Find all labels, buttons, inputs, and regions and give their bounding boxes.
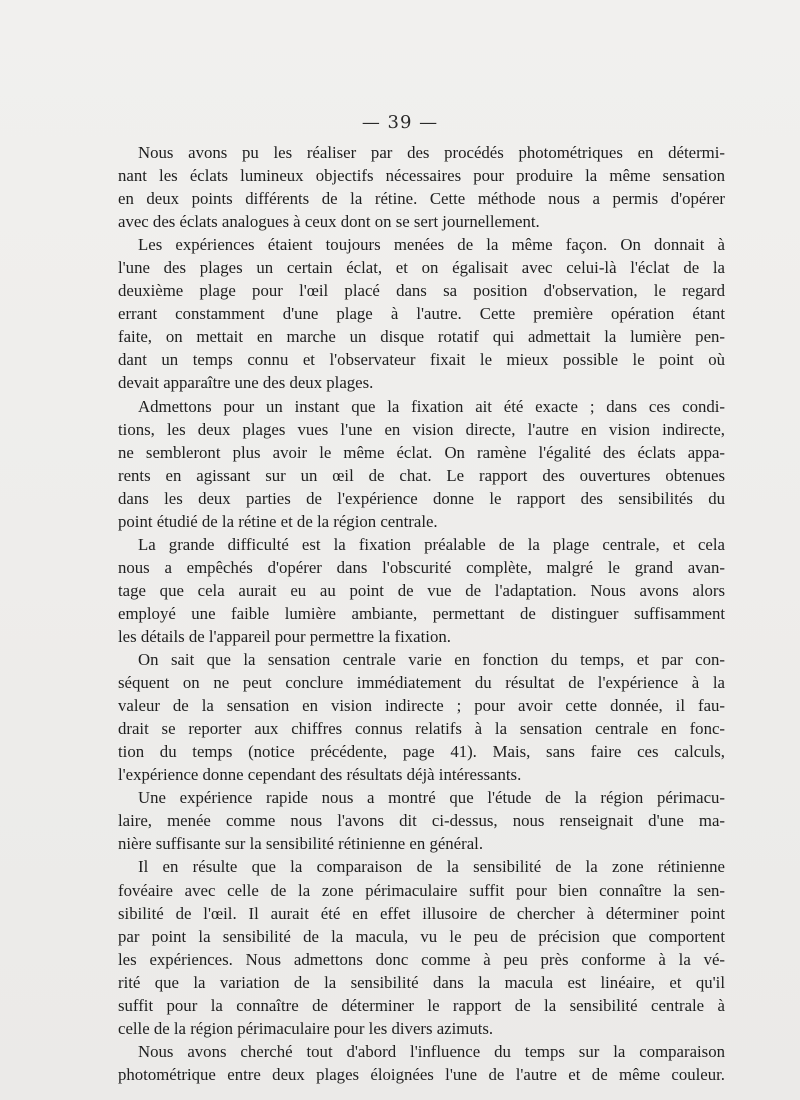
text-line: celle de la région périmaculaire pour les divers azimuts.: [118, 1018, 494, 1038]
text-line: suffit pour la connaître de déterminer le rapport de la sensibilité centrale à: [118, 995, 725, 1015]
text-line: devait apparaître une des deux plages.: [118, 373, 374, 393]
text-line: tion du temps (notice précédente, page 41). Mais, sans faire ces calculs,: [118, 742, 725, 762]
page-number: — 39 —: [361, 112, 439, 133]
text-line: valeur de la sensation en vision indirecte ; pour avoir cette donnée, il fau-: [118, 696, 725, 716]
text-line: en deux points différents de la rétine. Cette méthode nous a permis d'opérer: [118, 189, 725, 209]
text-line: les expériences. Nous admettons donc comme à peu près conforme à la vé-: [118, 949, 725, 969]
text-line: fovéaire avec celle de la zone périmaculaire suffit pour bien connaître la sen-: [118, 880, 725, 900]
text-line: tage que cela aurait eu au point de vue de l'adaptation. Nous avons alors: [118, 580, 725, 600]
text-line: laire, menée comme nous l'avons dit ci-dessus, nous renseignait d'une ma-: [118, 811, 725, 831]
text-line: Admettons pour un instant que la fixation ait été exacte ; dans ces condi-: [138, 396, 725, 416]
text-line: tions, les deux plages vues l'une en vision directe, l'autre en vision indirecte,: [118, 419, 725, 439]
text-line: Une expérience rapide nous a montré que l'étude de la région périmacu-: [138, 788, 725, 808]
text-line: nière suffisante sur la sensibilité rétinienne en général.: [118, 834, 484, 854]
text-line: dant un temps connu et l'observateur fixait le mieux possible le point où: [118, 350, 725, 370]
paragraph: [118, 1040, 725, 1086]
body-text: [118, 141, 725, 1086]
text-line: les détails de l'appareil pour permettre la fixation.: [118, 626, 451, 646]
text-line: rité que la variation de la sensibilité dans la macula est linéaire, et qu'il: [118, 972, 725, 992]
paragraph: [118, 648, 725, 786]
paragraph: [118, 141, 725, 233]
text-line: faite, on mettait en marche un disque rotatif qui admettait la lumière pen-: [118, 327, 725, 347]
text-line: séquent on ne peut conclure immédiatement du résultat de l'expérience à la: [118, 673, 725, 693]
text-line: Nous avons pu les réaliser par des procédés photométriques en détermi-: [138, 143, 725, 162]
text-line: employé une faible lumière ambiante, permettant de distinguer suffisamment: [118, 603, 725, 623]
text-line: Nous avons cherché tout d'abord l'influence du temps sur la comparaison: [138, 1041, 725, 1061]
paragraph: [118, 533, 725, 648]
text-line: point étudié de la rétine et de la région centrale.: [118, 511, 438, 531]
text-line: errant constamment d'une plage à l'autre. Cette première opération étant: [118, 304, 725, 324]
text-line: par point la sensibilité de la macula, vu le peu de précision que comportent: [118, 926, 725, 946]
text-line: rents en agissant sur un œil de chat. Le rapport des ouvertures obtenues: [118, 465, 725, 485]
text-line: sibilité de l'œil. Il aurait été en effet illusoire de chercher à déterminer point: [118, 903, 725, 923]
text-line: nant les éclats lumineux objectifs nécessaires pour produire la même sensation: [118, 166, 725, 186]
text-line: La grande difficulté est la fixation préalable de la plage centrale, et cela: [138, 534, 725, 554]
text-line: l'une des plages un certain éclat, et on égalisait avec celui-là l'éclat de la: [118, 258, 725, 278]
text-line: Il en résulte que la comparaison de la sensibilité de la zone rétinienne: [138, 857, 725, 877]
paragraph: [118, 855, 725, 1039]
text-line: Les expériences étaient toujours menées de la même façon. On donnait à: [138, 235, 725, 255]
text-line: dans les deux parties de l'expérience donne le rapport des sensibilités du: [118, 488, 725, 508]
text-line: l'expérience donne cependant des résultats déjà intéressants.: [118, 765, 522, 785]
text-line: On sait que la sensation centrale varie en fonction du temps, et par con-: [138, 650, 725, 670]
text-line: deuxième plage pour l'œil placé dans sa position d'observation, le regard: [118, 281, 725, 301]
text-line: ne sembleront plus avoir le même éclat. On ramène l'égalité des éclats appa-: [118, 442, 725, 462]
text-line: drait se reporter aux chiffres connus relatifs à la sensation centrale en fonc-: [118, 719, 725, 739]
paragraph: [118, 395, 725, 533]
text-line: nous a empêchés d'opérer dans l'obscurité complète, malgré le grand avan-: [118, 557, 725, 577]
text-line: avec des éclats analogues à ceux dont on se sert journellement.: [118, 212, 540, 232]
paragraph: [118, 786, 725, 855]
paragraph: [118, 233, 725, 394]
text-line: photométrique entre deux plages éloignées l'une de l'autre et de même couleur.: [118, 1064, 725, 1084]
